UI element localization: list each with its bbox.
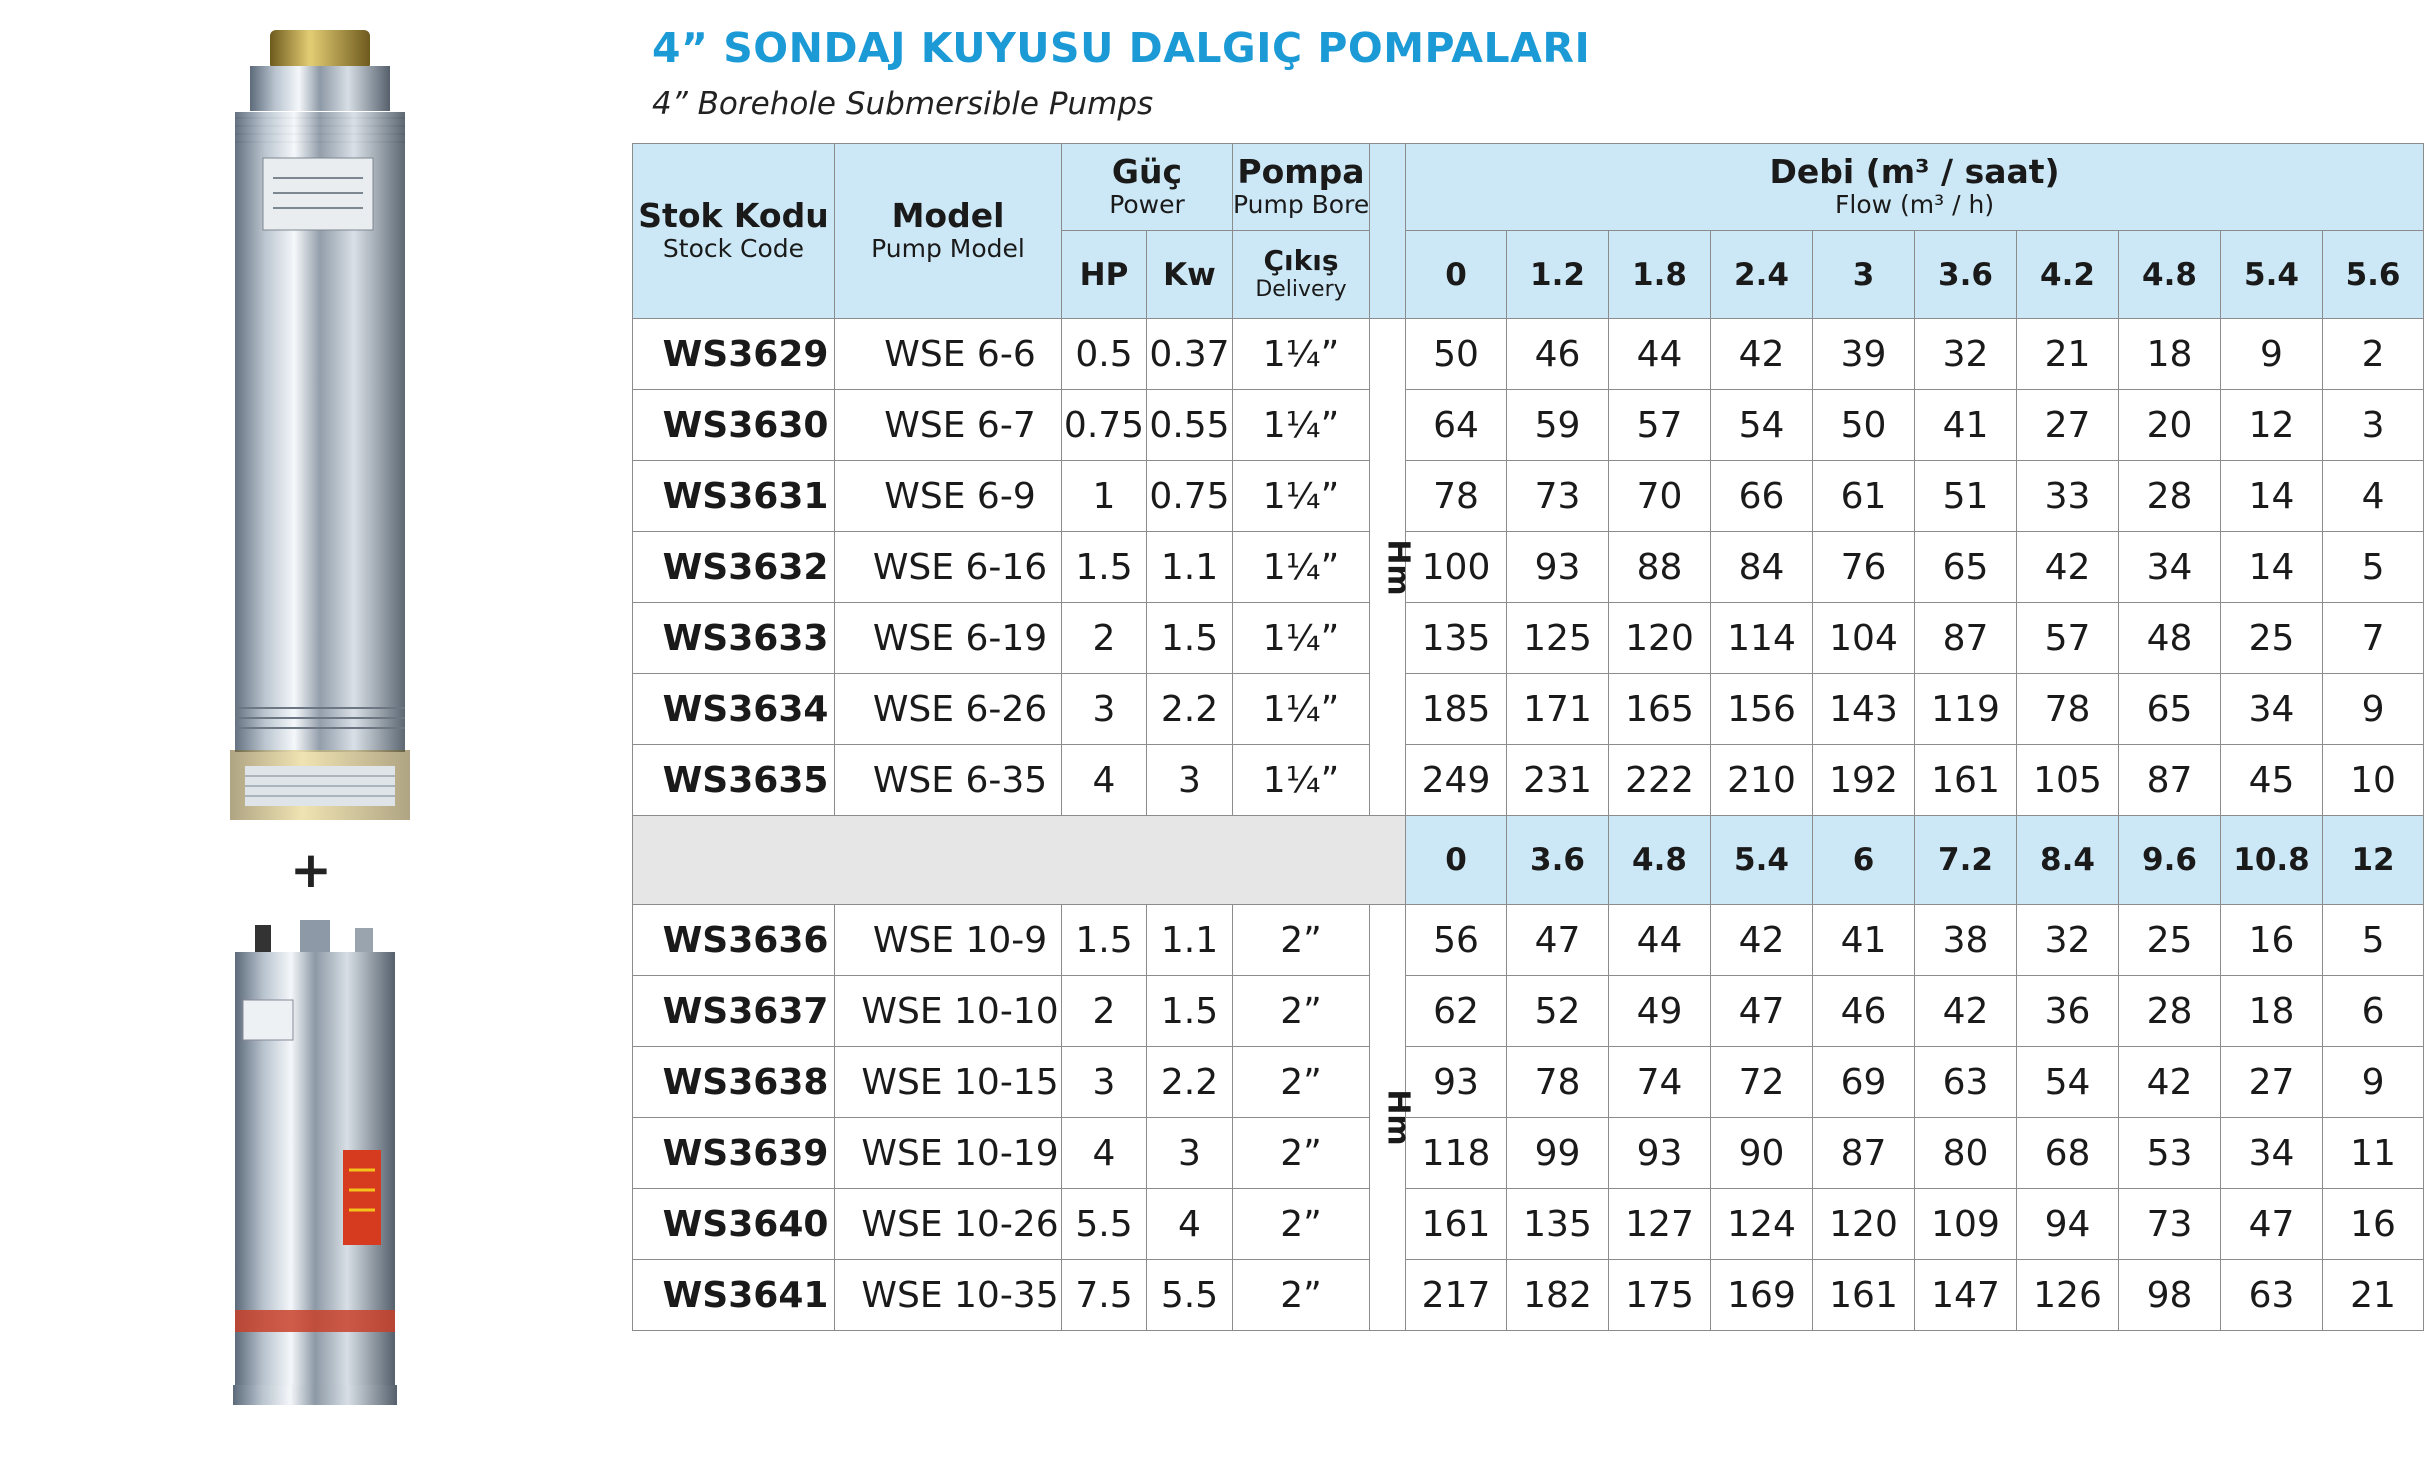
stock-code-cell: WS3634: [633, 674, 835, 745]
hp-cell: 5.5: [1062, 1189, 1147, 1260]
delivery-cell: 1¼”: [1233, 745, 1370, 816]
head-value-cell: 41: [1813, 905, 1915, 976]
flow-header-en: Flow (m³ / h): [1835, 190, 1995, 220]
table-row: [633, 461, 2424, 532]
flow-value: 1.2: [1530, 256, 1585, 293]
delivery-cell: 2”: [1233, 976, 1370, 1047]
head-value-cell: 74: [1609, 1047, 1711, 1118]
head-value-cell: 57: [1609, 390, 1711, 461]
power-header-en: Power: [1109, 190, 1185, 220]
model-cell: WSE 6-26: [835, 674, 1062, 745]
head-value-cell: 34: [2221, 1118, 2323, 1189]
stock-code-header: [633, 144, 835, 319]
head-value-cell: 7: [2323, 603, 2424, 674]
head-value-cell: 105: [2017, 745, 2119, 816]
head-value-cell: 32: [2017, 905, 2119, 976]
head-value-cell: 192: [1813, 745, 1915, 816]
delivery-cell: 1¼”: [1233, 603, 1370, 674]
flow-value: 2.4: [1734, 256, 1789, 293]
flow-cell-header: 8.4: [2017, 816, 2119, 905]
delivery-cell: 2”: [1233, 1189, 1370, 1260]
flow-value: 3.6: [1938, 256, 1993, 293]
flow-cell-header: [1507, 231, 1609, 319]
head-value-cell: 42: [2017, 532, 2119, 603]
head-value-cell: 42: [2119, 1047, 2221, 1118]
head-value-cell: 49: [1609, 976, 1711, 1047]
head-value-cell: 90: [1711, 1118, 1813, 1189]
model-header-en: Pump Model: [871, 234, 1025, 264]
head-value-cell: 34: [2221, 674, 2323, 745]
stock-code-cell: WS3641: [633, 1260, 835, 1331]
head-value-cell: 12: [2221, 390, 2323, 461]
head-value-cell: 32: [1915, 319, 2017, 390]
table-row: [633, 674, 2424, 745]
kw-header: [1147, 231, 1233, 319]
head-value-cell: 47: [2221, 1189, 2323, 1260]
delivery-cell: 2”: [1233, 1260, 1370, 1331]
head-value-cell: 120: [1609, 603, 1711, 674]
hp-cell: 2: [1062, 976, 1147, 1047]
hp-cell: 4: [1062, 745, 1147, 816]
head-value-cell: 41: [1915, 390, 2017, 461]
table-row: [633, 1047, 2424, 1118]
kw-cell: 0.75: [1147, 461, 1233, 532]
head-value-cell: 169: [1711, 1260, 1813, 1331]
pump-unit-image: [225, 28, 415, 828]
head-value-cell: 34: [2119, 532, 2221, 603]
head-value-cell: 127: [1609, 1189, 1711, 1260]
head-value-cell: 84: [1711, 532, 1813, 603]
head-value-cell: 21: [2017, 319, 2119, 390]
delivery-header: [1233, 231, 1370, 319]
head-value-cell: 73: [1507, 461, 1609, 532]
head-value-cell: 135: [1406, 603, 1507, 674]
head-value-cell: 68: [2017, 1118, 2119, 1189]
head-value-cell: 87: [2119, 745, 2221, 816]
kw-cell: 1.1: [1147, 905, 1233, 976]
head-value-cell: 222: [1609, 745, 1711, 816]
head-value-cell: 217: [1406, 1260, 1507, 1331]
head-value-cell: 50: [1813, 390, 1915, 461]
head-value-cell: 27: [2017, 390, 2119, 461]
head-value-cell: 118: [1406, 1118, 1507, 1189]
head-value-cell: 65: [1915, 532, 2017, 603]
model-cell: WSE 6-16: [835, 532, 1062, 603]
flow-cell-header: 9.6: [2119, 816, 2221, 905]
head-value-cell: 76: [1813, 532, 1915, 603]
head-value-cell: 14: [2221, 532, 2323, 603]
table-row: [633, 745, 2424, 816]
head-value-cell: 28: [2119, 461, 2221, 532]
head-value-cell: 51: [1915, 461, 2017, 532]
head-value-cell: 65: [2119, 674, 2221, 745]
kw-cell: 3: [1147, 745, 1233, 816]
stock-code-cell: WS3632: [633, 532, 835, 603]
flow-cell-header: 6: [1813, 816, 1915, 905]
flow-value: 1.8: [1632, 256, 1687, 293]
flow-value: 5.4: [2244, 256, 2299, 293]
model-cell: WSE 6-6: [835, 319, 1062, 390]
pump-header-tr: Pompa: [1237, 151, 1365, 191]
flow-value: 0: [1445, 256, 1467, 293]
head-value-cell: 5: [2323, 905, 2424, 976]
head-value-cell: 3: [2323, 390, 2424, 461]
table-row: [633, 1118, 2424, 1189]
head-value-cell: 69: [1813, 1047, 1915, 1118]
kw-cell: 2.2: [1147, 1047, 1233, 1118]
head-value-cell: 63: [1915, 1047, 2017, 1118]
head-value-cell: 64: [1406, 390, 1507, 461]
head-value-cell: 143: [1813, 674, 1915, 745]
head-value-cell: 20: [2119, 390, 2221, 461]
model-header: [835, 144, 1062, 319]
head-unit-label-cell: [1370, 319, 1416, 816]
kw-header-label: Kw: [1163, 256, 1216, 293]
stock-code-cell: WS3635: [633, 745, 835, 816]
flow-value: 4.2: [2040, 256, 2095, 293]
delivery-cell: 2”: [1233, 905, 1370, 976]
flow-cell-header: 12: [2323, 816, 2424, 905]
flow-cell-header: [2221, 231, 2323, 319]
head-value-cell: 73: [2119, 1189, 2221, 1260]
head-value-cell: 63: [2221, 1260, 2323, 1331]
delivery-header-en: Delivery: [1255, 276, 1347, 302]
kw-cell: 0.37: [1147, 319, 1233, 390]
head-value-cell: 119: [1915, 674, 2017, 745]
head-value-cell: 147: [1915, 1260, 2017, 1331]
head-value-cell: 185: [1406, 674, 1507, 745]
kw-cell: 0.55: [1147, 390, 1233, 461]
table-row: [633, 1260, 2424, 1331]
flow-value: 3: [1852, 256, 1875, 293]
flow-cell-header: [2017, 231, 2119, 319]
head-value-cell: 44: [1609, 319, 1711, 390]
delivery-cell: 1¼”: [1233, 532, 1370, 603]
head-value-cell: 46: [1507, 319, 1609, 390]
hp-cell: 0.75: [1062, 390, 1147, 461]
head-unit-label: Hm: [1380, 538, 1416, 596]
head-value-cell: 104: [1813, 603, 1915, 674]
head-value-cell: 182: [1507, 1260, 1609, 1331]
head-value-cell: 25: [2119, 905, 2221, 976]
flow-cell-header: [1711, 231, 1813, 319]
head-value-cell: 48: [2119, 603, 2221, 674]
flow-header-tr: Debi (m³ / saat): [1769, 151, 2060, 191]
head-value-cell: 87: [1813, 1118, 1915, 1189]
delivery-cell: 1¼”: [1233, 319, 1370, 390]
head-spacer-header: [1370, 144, 1406, 319]
pump-header: [1233, 144, 1370, 231]
head-value-cell: 125: [1507, 603, 1609, 674]
head-value-cell: 9: [2323, 1047, 2424, 1118]
head-value-cell: 46: [1813, 976, 1915, 1047]
table-row: [633, 390, 2424, 461]
head-value-cell: 109: [1915, 1189, 2017, 1260]
model-cell: WSE 6-19: [835, 603, 1062, 674]
stock-code-header-tr: Stok Kodu: [638, 195, 829, 235]
model-cell: WSE 10-26: [835, 1189, 1062, 1260]
pump-spec-table: [632, 143, 2424, 1331]
head-value-cell: 114: [1711, 603, 1813, 674]
head-value-cell: 47: [1507, 905, 1609, 976]
head-value-cell: 72: [1711, 1047, 1813, 1118]
head-value-cell: 52: [1507, 976, 1609, 1047]
model-header-tr: Model: [891, 195, 1005, 235]
table-row: [633, 1189, 2424, 1260]
page-subtitle: 4” Borehole Submersible Pumps: [652, 86, 1154, 122]
delivery-cell: 1¼”: [1233, 461, 1370, 532]
head-value-cell: 4: [2323, 461, 2424, 532]
head-value-cell: 78: [1406, 461, 1507, 532]
head-value-cell: 42: [1711, 905, 1813, 976]
head-value-cell: 87: [1915, 603, 2017, 674]
head-value-cell: 210: [1711, 745, 1813, 816]
head-value-cell: 6: [2323, 976, 2424, 1047]
head-value-cell: 47: [1711, 976, 1813, 1047]
stock-code-cell: WS3639: [633, 1118, 835, 1189]
head-value-cell: 33: [2017, 461, 2119, 532]
flow-header: [1406, 144, 2424, 231]
head-value-cell: 70: [1609, 461, 1711, 532]
delivery-cell: 1¼”: [1233, 674, 1370, 745]
model-cell: WSE 10-15: [835, 1047, 1062, 1118]
head-value-cell: 5: [2323, 532, 2424, 603]
kw-cell: 3: [1147, 1118, 1233, 1189]
head-value-cell: 175: [1609, 1260, 1711, 1331]
head-value-cell: 61: [1813, 461, 1915, 532]
section-6-pumps: [633, 319, 2424, 816]
flow-cell-header: [2119, 231, 2221, 319]
hp-cell: 0.5: [1062, 319, 1147, 390]
flow-cell-header: 4.8: [1609, 816, 1711, 905]
power-header-tr: Güç: [1111, 151, 1183, 191]
stock-code-cell: WS3633: [633, 603, 835, 674]
head-value-cell: 14: [2221, 461, 2323, 532]
stock-code-cell: WS3638: [633, 1047, 835, 1118]
head-value-cell: 42: [1915, 976, 2017, 1047]
kw-cell: 1.1: [1147, 532, 1233, 603]
head-value-cell: 93: [1406, 1047, 1507, 1118]
kw-cell: 1.5: [1147, 976, 1233, 1047]
flow-cell-header: 7.2: [1915, 816, 2017, 905]
hp-cell: 1.5: [1062, 532, 1147, 603]
section-10-pumps: [633, 905, 2424, 1331]
head-value-cell: 57: [2017, 603, 2119, 674]
head-value-cell: 44: [1609, 905, 1711, 976]
head-value-cell: 18: [2119, 319, 2221, 390]
flow-cell-header: 5.4: [1711, 816, 1813, 905]
head-value-cell: 165: [1609, 674, 1711, 745]
head-value-cell: 120: [1813, 1189, 1915, 1260]
head-value-cell: 28: [2119, 976, 2221, 1047]
flow-value: 5.6: [2345, 256, 2401, 293]
motor-unit-image: [225, 920, 405, 1420]
stock-code-cell: WS3629: [633, 319, 835, 390]
head-value-cell: 27: [2221, 1047, 2323, 1118]
table-row: [633, 603, 2424, 674]
head-value-cell: 38: [1915, 905, 2017, 976]
hp-cell: 7.5: [1062, 1260, 1147, 1331]
stock-code-cell: WS3637: [633, 976, 835, 1047]
head-value-cell: 10: [2323, 745, 2424, 816]
hp-cell: 1.5: [1062, 905, 1147, 976]
head-value-cell: 62: [1406, 976, 1507, 1047]
delivery-cell: 2”: [1233, 1118, 1370, 1189]
head-value-cell: 93: [1609, 1118, 1711, 1189]
table-row: [633, 905, 2424, 976]
head-value-cell: 56: [1406, 905, 1507, 976]
power-header: [1062, 144, 1233, 231]
delivery-header-tr: Çıkış: [1263, 243, 1339, 277]
head-value-cell: 39: [1813, 319, 1915, 390]
model-cell: WSE 10-19: [835, 1118, 1062, 1189]
flow-cell-header: [1915, 231, 2017, 319]
flow-cell-header: [1406, 231, 1507, 319]
head-value-cell: 53: [2119, 1118, 2221, 1189]
kw-cell: 5.5: [1147, 1260, 1233, 1331]
head-value-cell: 54: [1711, 390, 1813, 461]
model-cell: WSE 6-35: [835, 745, 1062, 816]
head-value-cell: 18: [2221, 976, 2323, 1047]
head-value-cell: 25: [2221, 603, 2323, 674]
section-divider: [633, 816, 2424, 905]
head-value-cell: 9: [2221, 319, 2323, 390]
model-cell: WSE 10-35: [835, 1260, 1062, 1331]
model-cell: WSE 6-7: [835, 390, 1062, 461]
head-value-cell: 88: [1609, 532, 1711, 603]
stock-code-cell: WS3636: [633, 905, 835, 976]
table-row: [633, 976, 2424, 1047]
model-cell: WSE 6-9: [835, 461, 1062, 532]
head-value-cell: 80: [1915, 1118, 2017, 1189]
head-value-cell: 249: [1406, 745, 1507, 816]
head-value-cell: 78: [2017, 674, 2119, 745]
hp-header: [1062, 231, 1147, 319]
hp-header-label: HP: [1079, 256, 1129, 293]
head-value-cell: 93: [1507, 532, 1609, 603]
head-value-cell: 78: [1507, 1047, 1609, 1118]
flow-cell-header: 0: [1406, 816, 1507, 905]
plus-sign: +: [290, 841, 332, 899]
flow-cell-header: 3.6: [1507, 816, 1609, 905]
section-divider-blank: [633, 816, 1406, 905]
head-value-cell: 124: [1711, 1189, 1813, 1260]
head-value-cell: 161: [1915, 745, 2017, 816]
hp-cell: 4: [1062, 1118, 1147, 1189]
hp-cell: 2: [1062, 603, 1147, 674]
head-value-cell: 94: [2017, 1189, 2119, 1260]
head-unit-label: Hm: [1380, 1089, 1416, 1146]
head-value-cell: 99: [1507, 1118, 1609, 1189]
head-value-cell: 161: [1406, 1189, 1507, 1260]
kw-cell: 1.5: [1147, 603, 1233, 674]
table-row: [633, 319, 2424, 390]
delivery-cell: 2”: [1233, 1047, 1370, 1118]
model-cell: WSE 10-9: [835, 905, 1062, 976]
head-unit-label-cell: [1370, 905, 1416, 1331]
head-value-cell: 50: [1406, 319, 1507, 390]
head-value-cell: 42: [1711, 319, 1813, 390]
hp-cell: 3: [1062, 674, 1147, 745]
hp-cell: 1: [1062, 461, 1147, 532]
stock-code-cell: WS3640: [633, 1189, 835, 1260]
head-value-cell: 126: [2017, 1260, 2119, 1331]
head-value-cell: 11: [2323, 1118, 2424, 1189]
stock-code-cell: WS3630: [633, 390, 835, 461]
head-value-cell: 231: [1507, 745, 1609, 816]
head-value-cell: 98: [2119, 1260, 2221, 1331]
flow-cell-header: [1609, 231, 1711, 319]
page-title: 4” SONDAJ KUYUSU DALGIÇ POMPALARI: [652, 24, 1591, 72]
head-value-cell: 16: [2221, 905, 2323, 976]
head-value-cell: 45: [2221, 745, 2323, 816]
kw-cell: 2.2: [1147, 674, 1233, 745]
flow-cell-header: [2323, 231, 2424, 319]
model-cell: WSE 10-10: [835, 976, 1062, 1047]
head-value-cell: 21: [2323, 1260, 2424, 1331]
head-value-cell: 100: [1406, 532, 1507, 603]
flow-value: 4.8: [2142, 256, 2197, 293]
stock-code-header-en: Stock Code: [662, 234, 805, 264]
hp-cell: 3: [1062, 1047, 1147, 1118]
table-row: [633, 532, 2424, 603]
head-value-cell: 16: [2323, 1189, 2424, 1260]
head-value-cell: 66: [1711, 461, 1813, 532]
pump-header-en: Pump Bore: [1233, 190, 1370, 220]
head-value-cell: 171: [1507, 674, 1609, 745]
head-value-cell: 54: [2017, 1047, 2119, 1118]
head-value-cell: 59: [1507, 390, 1609, 461]
kw-cell: 4: [1147, 1189, 1233, 1260]
head-value-cell: 9: [2323, 674, 2424, 745]
flow-cell-header: [1813, 231, 1915, 319]
head-value-cell: 156: [1711, 674, 1813, 745]
flow-cell-header: 10.8: [2221, 816, 2323, 905]
head-value-cell: 2: [2323, 319, 2424, 390]
head-value-cell: 135: [1507, 1189, 1609, 1260]
stock-code-cell: WS3631: [633, 461, 835, 532]
head-value-cell: 161: [1813, 1260, 1915, 1331]
delivery-cell: 1¼”: [1233, 390, 1370, 461]
head-value-cell: 36: [2017, 976, 2119, 1047]
